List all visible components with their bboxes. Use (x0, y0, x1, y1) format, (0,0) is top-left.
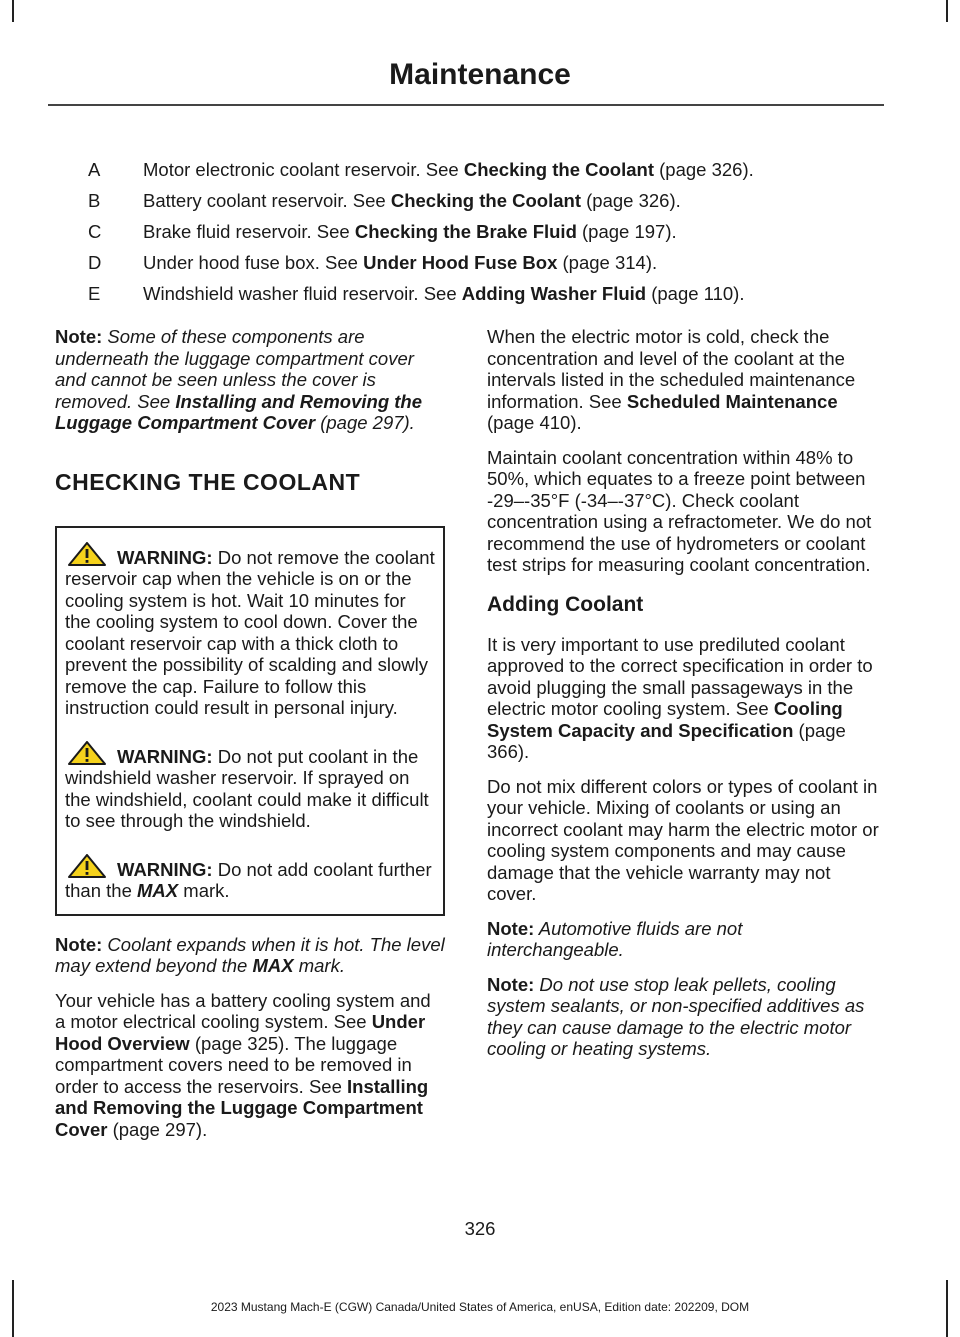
legend-letter: D (88, 252, 102, 273)
legend-text: Brake fluid reservoir. See Checking the Brake Fluid (page 197). (143, 221, 677, 242)
body-paragraph: It is very important to use prediluted coolant approved to the correct specification in order to avoid plugging the small passageways in the electric motor cooling system. See Cooling System Capacity and Specification (page 366). (487, 633, 873, 762)
body-paragraph: Do not mix different colors or types of coolant in your vehicle. Mixing of coolants or using an incorrect coolant may harm the electric motor or cooling system components and may cause damage that the vehicle warranty may not cover. (487, 775, 879, 904)
note-paragraph: Note: Coolant expands when it is hot. The level may extend beyond the MAX mark. (55, 933, 445, 976)
cross-reference-link[interactable]: Adding Washer Fluid (461, 283, 647, 304)
note-paragraph: Note: Some of these components are underneath the luggage compartment cover and cannot be seen unless the cover is removed. See Installing and Removing the Luggage Compartment Cover (page 297). (55, 326, 423, 433)
section-title: CHECKING THE COOLANT (55, 468, 361, 495)
warning-item: WARNING: Do not put coolant in the windshield washer reservoir. If sprayed on the windshield, coolant could make it difficult to see through the windshield. (65, 741, 435, 832)
right-column (487, 326, 879, 1073)
warning-triangle-icon (65, 741, 109, 765)
cross-reference-link[interactable]: Under Hood Fuse Box (363, 252, 558, 273)
legend-letter: E (88, 283, 101, 304)
warning-item: WARNING: Do not add coolant further than the MAX mark. (65, 854, 435, 902)
note-paragraph: Note: Do not use stop leak pellets, cooling system sealants, or non-specified additives as they can cause damage to the electric motor cooling or heating systems. (487, 973, 865, 1059)
warning-item: WARNING: Do not remove the coolant reservoir cap when the vehicle is on or the cooling system is hot. Wait 10 minutes for the cooling system to cool down. Cover the coolant reservoir cap with a thick cloth to prevent the possibility of scalding and slowly remove the cap. Failure to follow this instruction could result in personal injury. (65, 542, 435, 719)
body-paragraph: Maintain coolant concentration within 48% to 50%, which equates to a freeze point between -29–-35°F (-34–-37°C). Check coolant concentration using a refractometer. We do not recommend the use of hydrometers or coolant test strips for measuring coolant concentration. (487, 446, 872, 575)
cross-reference-link[interactable]: Scheduled Maintenance (626, 390, 838, 412)
legend-text: Battery coolant reservoir. See Checking the Coolant (page 326). (143, 190, 681, 211)
note-paragraph: Note: Automotive fluids are not interchangeable. (487, 917, 743, 960)
warning-triangle-icon (65, 854, 109, 878)
legend-item-c (88, 216, 888, 247)
subsection-title: Adding Coolant (487, 592, 644, 616)
cross-reference-link[interactable]: Checking the Brake Fluid (354, 221, 577, 242)
crop-mark-top-left (12, 0, 14, 22)
page-header-title: Maintenance (389, 58, 571, 91)
legend-item-a (88, 154, 888, 185)
legend-item-d (88, 247, 888, 278)
warning-box (55, 526, 445, 916)
component-legend (88, 154, 888, 309)
crop-mark-top-right (946, 0, 948, 22)
legend-letter: C (88, 221, 102, 242)
page-number: 326 (464, 1218, 496, 1239)
cross-reference-link[interactable]: Checking the Coolant (390, 190, 581, 211)
warning-triangle-icon (65, 542, 109, 566)
body-paragraph: When the electric motor is cold, check the concentration and level of the coolant at the intervals listed in the scheduled maintenance information. See Scheduled Maintenance (page 410). (487, 326, 856, 433)
cross-reference-link[interactable]: Installing and Removing the Luggage Compartment Cover (55, 390, 423, 433)
page-footer: 2023 Mustang Mach-E (CGW) Canada/United States of America, enUSA, Edition date: 202209, DOM (210, 1300, 750, 1314)
cross-reference-link[interactable]: Cooling System Capacity and Specification (487, 698, 843, 741)
legend-letter: A (88, 159, 101, 180)
legend-letter: B (88, 190, 101, 211)
body-paragraph: Your vehicle has a battery cooling system and a motor electrical cooling system. See Under Hood Overview (page 325). The luggage compartment covers need to be removed in order to access the reservoirs. See Installing and Removing the Luggage Compartment Cover (page 297). (55, 989, 431, 1140)
legend-item-b (88, 185, 888, 216)
legend-text: Under hood fuse box. See Under Hood Fuse Box (page 314). (143, 252, 658, 273)
legend-item-e (88, 278, 888, 309)
legend-text: Motor electronic coolant reservoir. See Checking the Coolant (page 326). (143, 159, 754, 180)
cross-reference-link[interactable]: Installing and Removing the Luggage Compartment Cover (55, 1075, 429, 1140)
cross-reference-link[interactable]: Under Hood Overview (55, 1011, 426, 1054)
left-column (55, 326, 445, 1153)
legend-text: Windshield washer fluid reservoir. See Adding Washer Fluid (page 110). (143, 283, 745, 304)
cross-reference-link[interactable]: Checking the Coolant (463, 159, 654, 180)
header-divider (48, 104, 884, 106)
